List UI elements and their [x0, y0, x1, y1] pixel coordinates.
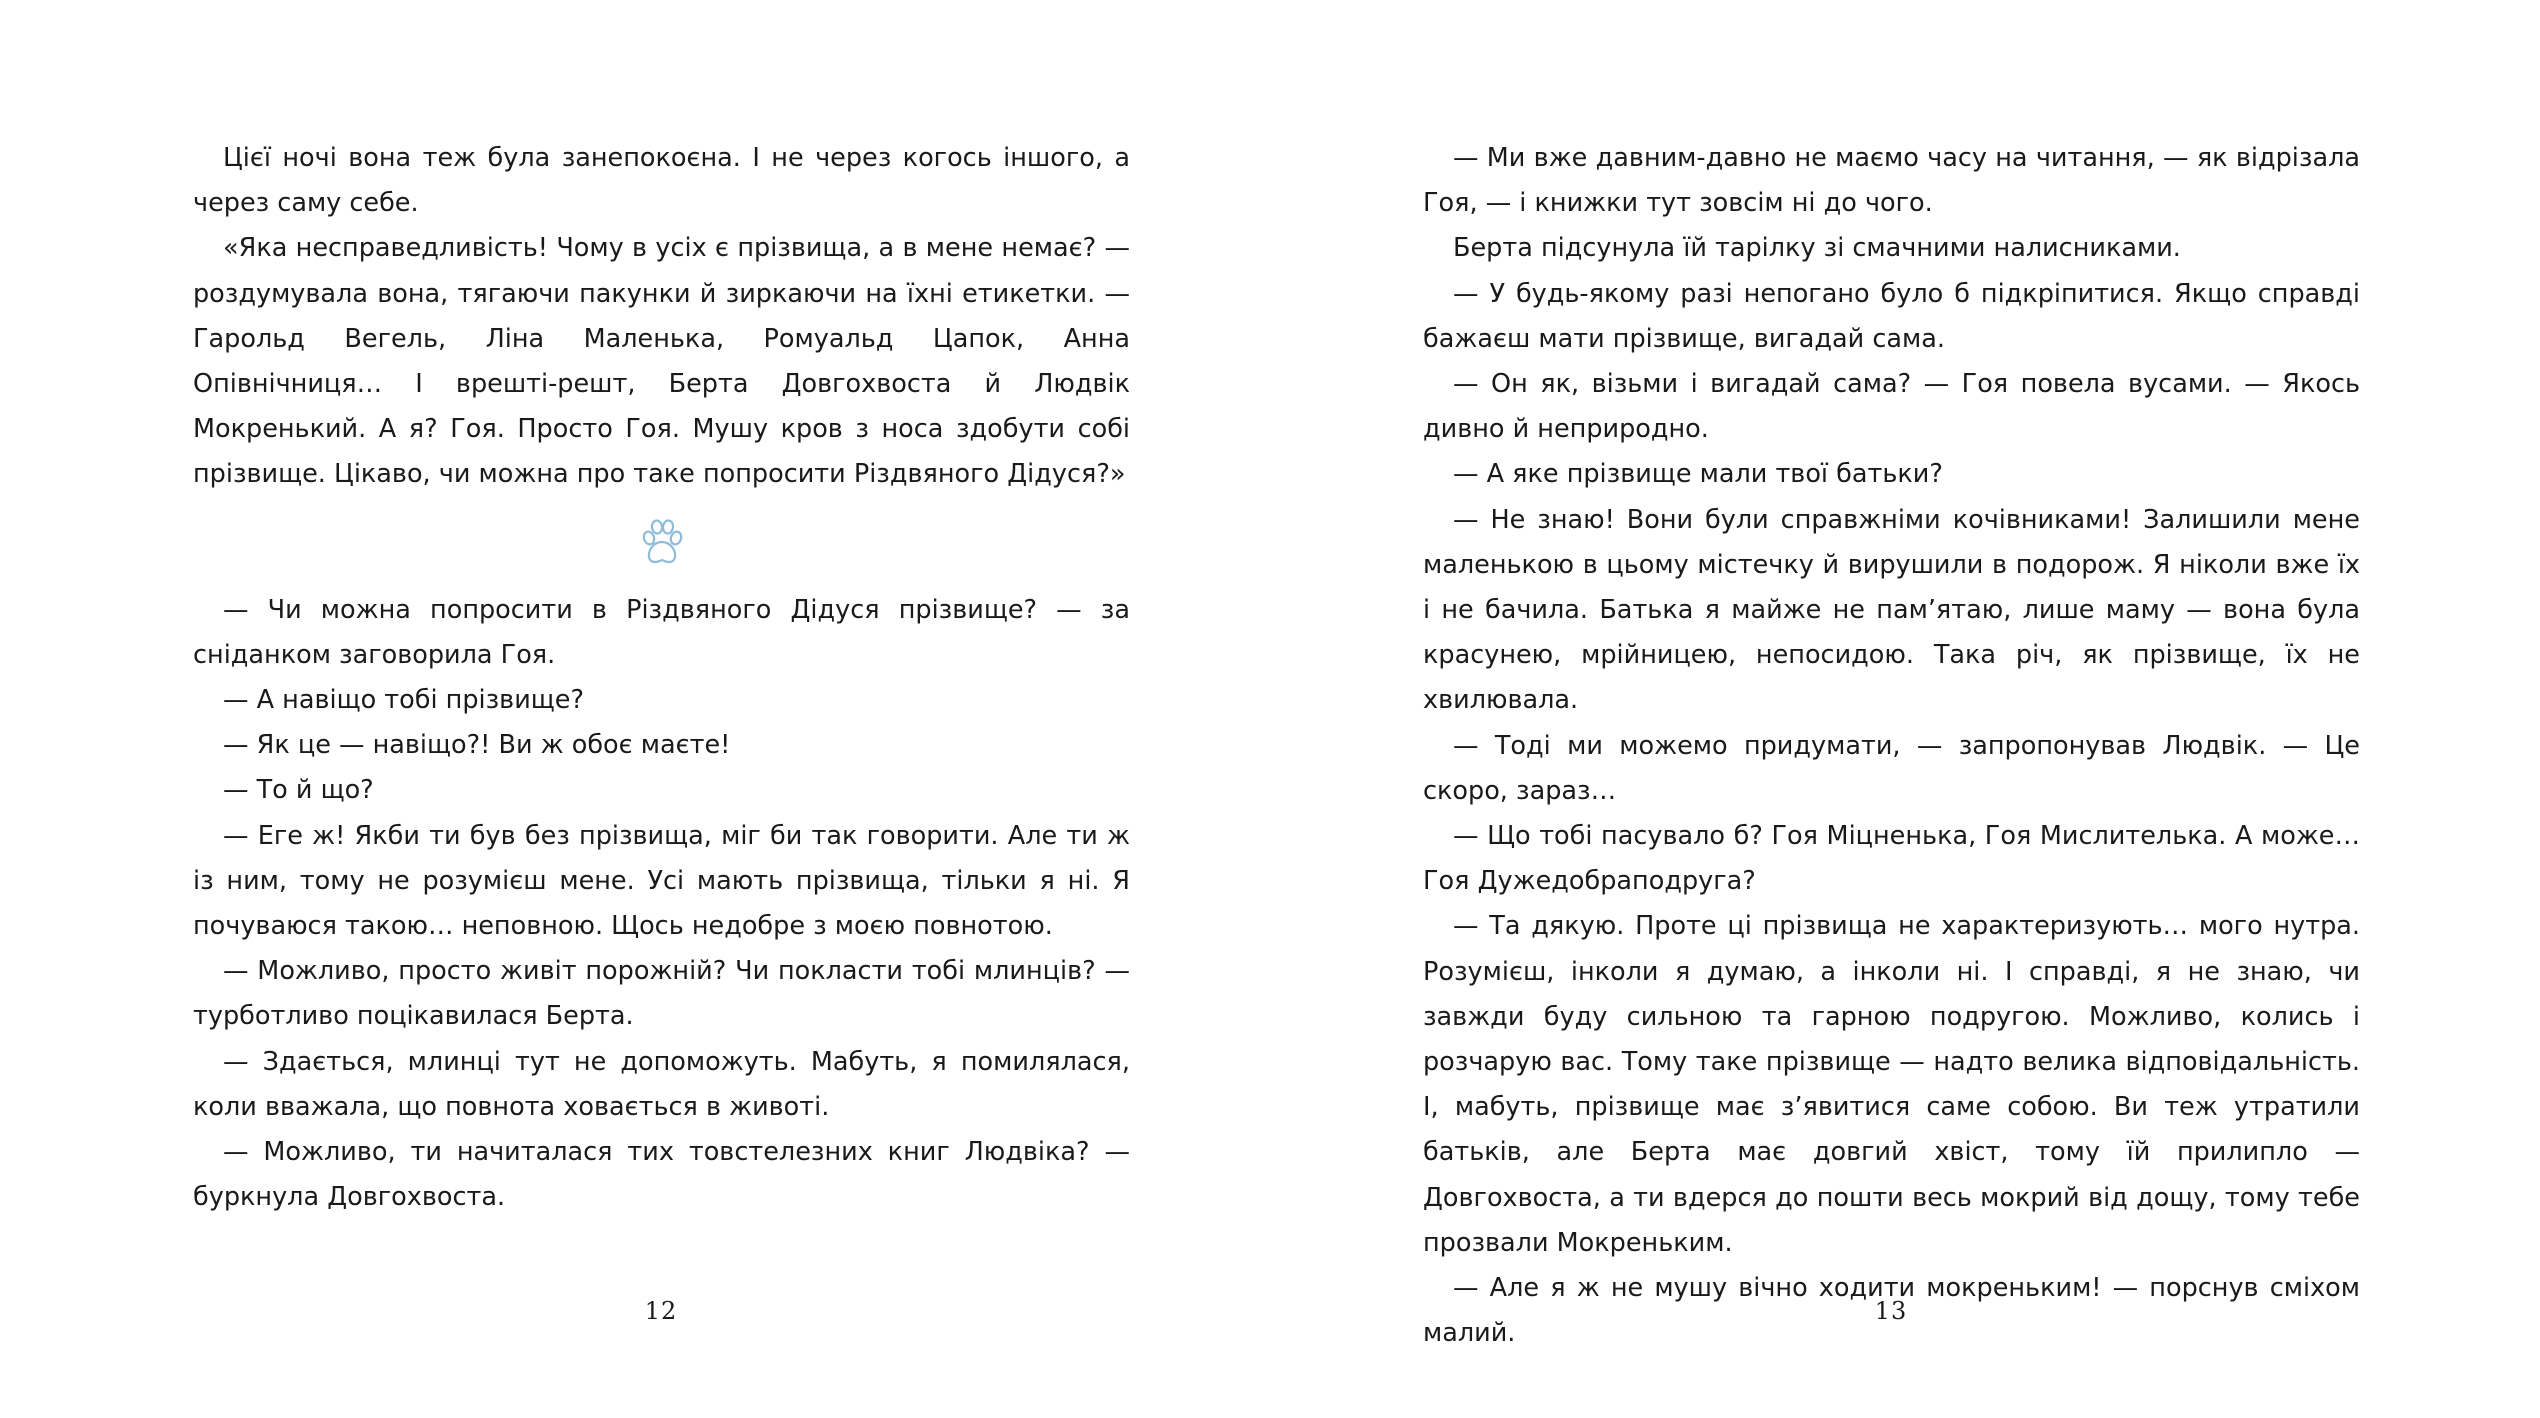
paragraph: — Та дякую. Проте ці прізвища не характеризують… мого нутра. Розумієш, інколи я думаю, а інколи ні. І справді, я не знаю, чи завжди буду сильною та гарною подругою. Можливо, колись і розчарую вас. Тому таке прізвище — надто велика відповідальність. І, мабуть, прізвище має з’явитися саме собою. Ви теж утратили батьків, але Берта має довгий хвіст, тому їй прилипло — Довгохвоста, а ти вдерся до пошти весь мокрий від дощу, тому тебе прозвали Мокреньким.	[1423, 911, 2360, 1258]
paragraph: — А навіщо тобі прізвище?	[223, 685, 585, 716]
paragraph: — Тоді ми можемо придумати, — запропонував Людвік. — Це скоро, зараз…	[1423, 730, 2360, 806]
paragraph: — Ми вже давним-давно не маємо часу на читання, — як відрізала Гоя, — і книжки тут зовсім ні до чого.	[1423, 143, 2360, 219]
left-page	[193, 136, 1130, 1220]
paragraph: — Здається, млинці тут не допоможуть. Мабуть, я помилялася, коли вважала, що повнота ховається в животі.	[193, 1046, 1130, 1122]
paragraph: — Але я ж не мушу вічно ходити мокреньким! — порснув сміхом малий.	[1423, 1273, 2360, 1349]
paragraph: — Не знаю! Вони були справжніми кочівниками! Залишили мене маленькою в цьому містечку й вирушили в подорож. Я ніколи вже їх і не бачила. Батька я майже не пам’ятаю, лише маму — вона була красунею, мрійницею, непосидою. Така річ, як прізвище, їх не хвилювала.	[1423, 504, 2360, 716]
paragraph: — А яке прізвище мали твої батьки?	[1453, 459, 1943, 490]
paragraph: Цієї ночі вона теж була занепокоєна. І не через когось іншого, а через саму себе.	[193, 143, 1130, 219]
page-number-left: 12	[644, 1297, 678, 1325]
paragraph: — Як це — навіщо?! Ви ж обоє маєте!	[223, 730, 731, 761]
page-number-right: 13	[1874, 1297, 1908, 1325]
paragraph: — Можливо, просто живіт порожній? Чи покласти тобі млинців? — турботливо поцікавилася Берта.	[193, 956, 1130, 1032]
right-page	[1423, 136, 2360, 1356]
paw-print-icon	[640, 518, 684, 568]
paragraph: — Що тобі пасувало б? Гоя Міцненька, Гоя Мислителька. А може… Гоя Дужедобраподруга?	[1423, 821, 2360, 897]
paragraph: — Он як, візьми і вигадай сама? — Гоя повела вусами. — Якось дивно й неприродно.	[1423, 369, 2360, 445]
paragraph: Берта підсунула їй тарілку зі смачними налисниками.	[1453, 233, 2181, 264]
paragraph: — Еге ж! Якби ти був без прізвища, міг би так говорити. Але ти ж із ним, тому не розумієш мене. Усі мають прізвища, тільки я ні. Я почуваюся такою… неповною. Щось недобре з моєю повнотою.	[193, 820, 1130, 942]
paragraph: — Можливо, ти начиталася тих товстелезних книг Людвіка? — буркнула Довгохвоста.	[193, 1137, 1130, 1213]
paragraph: «Яка несправедливість! Чому в усіх є прізвища, а в мене немає? — роздумувала вона, тягаючи пакунки й зиркаючи на їхні етикетки. — Гарольд Вегель, Ліна Маленька, Ромуальд Цапок, Анна Опівнічниця… І врешті-решт, Берта Довгохвоста й Людвік Мокренький. А я? Гоя. Просто Гоя. Мушу кров з носа здобути собі прізвище. Цікаво, чи можна про таке попросити Різдвяного Дідуся?»	[193, 233, 1130, 490]
paragraph: — У будь-якому разі непогано було б підкріпитися. Якщо справді бажаєш мати прізвище, вигадай сама.	[1423, 278, 2360, 354]
paragraph: — То й що?	[223, 775, 374, 806]
paragraph: — Чи можна попросити в Різдвяного Дідуся прізвище? — за сніданком заговорила Гоя.	[193, 594, 1130, 670]
section-divider	[193, 498, 1130, 588]
